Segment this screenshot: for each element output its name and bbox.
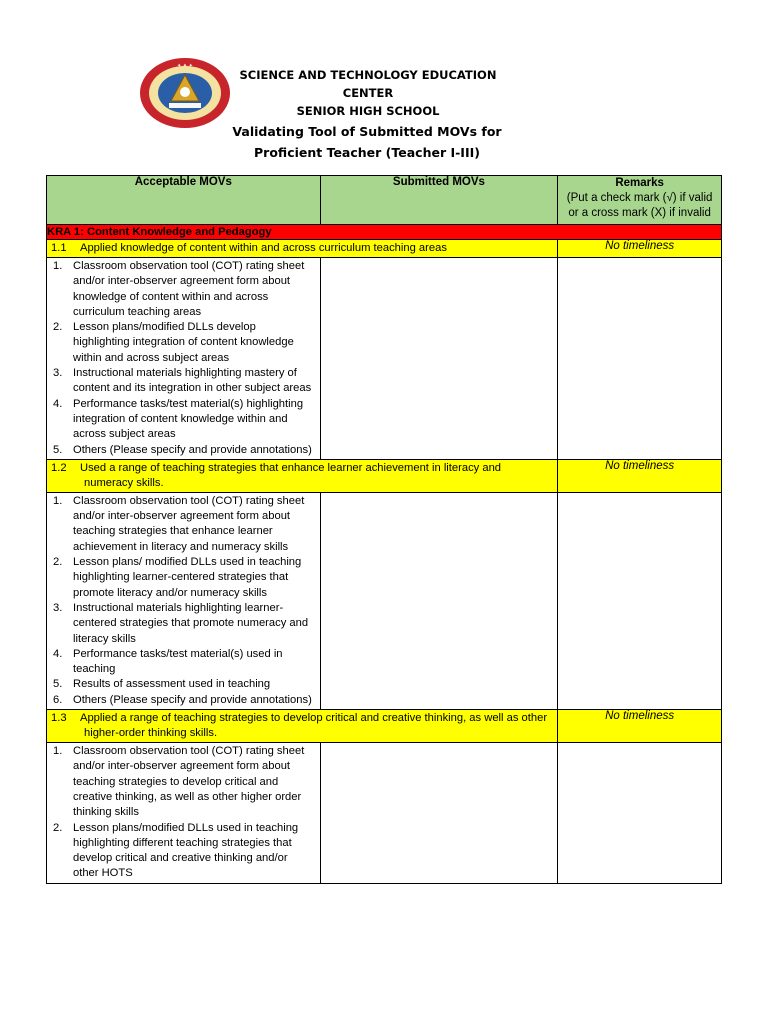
acceptable-movs-cell (47, 258, 321, 460)
header-remarks (558, 176, 722, 225)
indicator-number: 1.1 (51, 242, 67, 254)
submitted-movs-cell[interactable] (320, 743, 558, 884)
submitted-movs-cell[interactable] (320, 492, 558, 709)
indicator-row (47, 710, 722, 743)
indicator-number: 1.2 (51, 461, 67, 474)
mov-item: 4. Performance tasks/test material(s) used in teaching (53, 647, 283, 676)
mov-item: 1. Classroom observation tool (COT) rating sheet and/or inter-observer agreement form about teaching strategies that enhance learner achievement in literacy and numeracy skills (53, 494, 305, 553)
indicator-text-cell (47, 240, 558, 258)
remarks-cell[interactable] (558, 258, 722, 460)
table-header-row (47, 176, 722, 225)
header-remarks-title: Remarks (615, 177, 664, 189)
svg-text:✦ ✦ ✦: ✦ ✦ ✦ (177, 63, 193, 69)
header-acceptable-movs: Acceptable MOVs (47, 176, 321, 225)
acceptable-movs-cell (47, 492, 321, 709)
mov-item: 1. Classroom observation tool (COT) rating sheet and/or inter-observer agreement form about teaching strategies to develop critical and creative thinking, as well as other higher order thinking skills (53, 745, 305, 819)
header-submitted-movs: Submitted MOVs (320, 176, 558, 225)
remarks-cell[interactable] (558, 492, 722, 709)
document-title-line1: Validating Tool of Submitted MOVs for (232, 124, 502, 139)
movs-row (47, 258, 722, 460)
mov-item: 6. Others (Please specify and provide annotations) (53, 693, 312, 706)
school-name-line2: SENIOR HIGH SCHOOL (296, 104, 440, 118)
movs-list (47, 743, 320, 883)
movs-list (47, 493, 320, 709)
validation-table (46, 175, 722, 884)
remarks-cell[interactable] (558, 743, 722, 884)
indicator-number: 1.3 (51, 712, 67, 725)
mov-item: 5. Results of assessment used in teaching (53, 678, 271, 691)
mov-item: 4. Performance tasks/test material(s) highlighting integration of content knowledge within and across subject areas (53, 397, 304, 441)
mov-item: 3. Instructional materials highlighting learner-centered strategies that promote numeracy and literacy skills (53, 601, 309, 645)
indicator-text-cell (47, 459, 558, 492)
mov-item: 2. Lesson plans/ modified DLLs used in teaching highlighting learner-centered strategies that promote literacy and/or numeracy skills (53, 556, 302, 599)
submitted-movs-cell[interactable] (320, 258, 558, 460)
indicator-row (47, 240, 722, 258)
movs-row (47, 743, 722, 884)
school-logo (139, 57, 231, 129)
mov-item: 3. Instructional materials highlighting mastery of content and its integration in other subject areas (53, 367, 312, 395)
indicator-text-cell (47, 710, 558, 743)
mov-item: 2. Lesson plans/modified DLLs used in teaching highlighting different teaching strategies that develop critical and creative thinking and/or other HOTS (53, 821, 299, 880)
indicator-remark: No timeliness (558, 710, 722, 743)
indicator-text: Applied a range of teaching strategies to develop critical and creative thinking, as well as other higher-order thinking skills. (80, 712, 548, 740)
kra-label: KRA 1: Content Knowledge and Pedagogy (47, 225, 722, 240)
indicator-remark: No timeliness (558, 240, 722, 258)
acceptable-movs-cell (47, 743, 321, 884)
document-title-line2: Proficient Teacher (Teacher I-III) (254, 145, 480, 160)
indicator-remark: No timeliness (558, 459, 722, 492)
header-remarks-line2: or a cross mark (X) if invalid (568, 207, 711, 219)
school-name-line1: SCIENCE AND TECHNOLOGY EDUCATION CENTER (239, 68, 497, 100)
mov-item: 2. Lesson plans/modified DLLs develop highlighting integration of content knowledge within and across subject areas (53, 321, 294, 364)
school-name (230, 66, 506, 120)
kra-row (47, 225, 722, 240)
indicator-text: Applied knowledge of content within and across curriculum teaching areas (80, 242, 447, 254)
movs-list (47, 258, 320, 459)
mov-item: 1. Classroom observation tool (COT) rating sheet and/or inter-observer agreement form about knowledge of content within and across curriculum teaching areas (53, 260, 305, 318)
document-title (200, 121, 534, 163)
indicator-row (47, 459, 722, 492)
header-remarks-line1: (Put a check mark (√) if valid (566, 192, 713, 204)
movs-row (47, 492, 722, 709)
mov-item: 5. Others (Please specify and provide annotations) (53, 443, 312, 456)
indicator-text: Used a range of teaching strategies that enhance learner achievement in literacy and numeracy skills. (80, 461, 502, 489)
